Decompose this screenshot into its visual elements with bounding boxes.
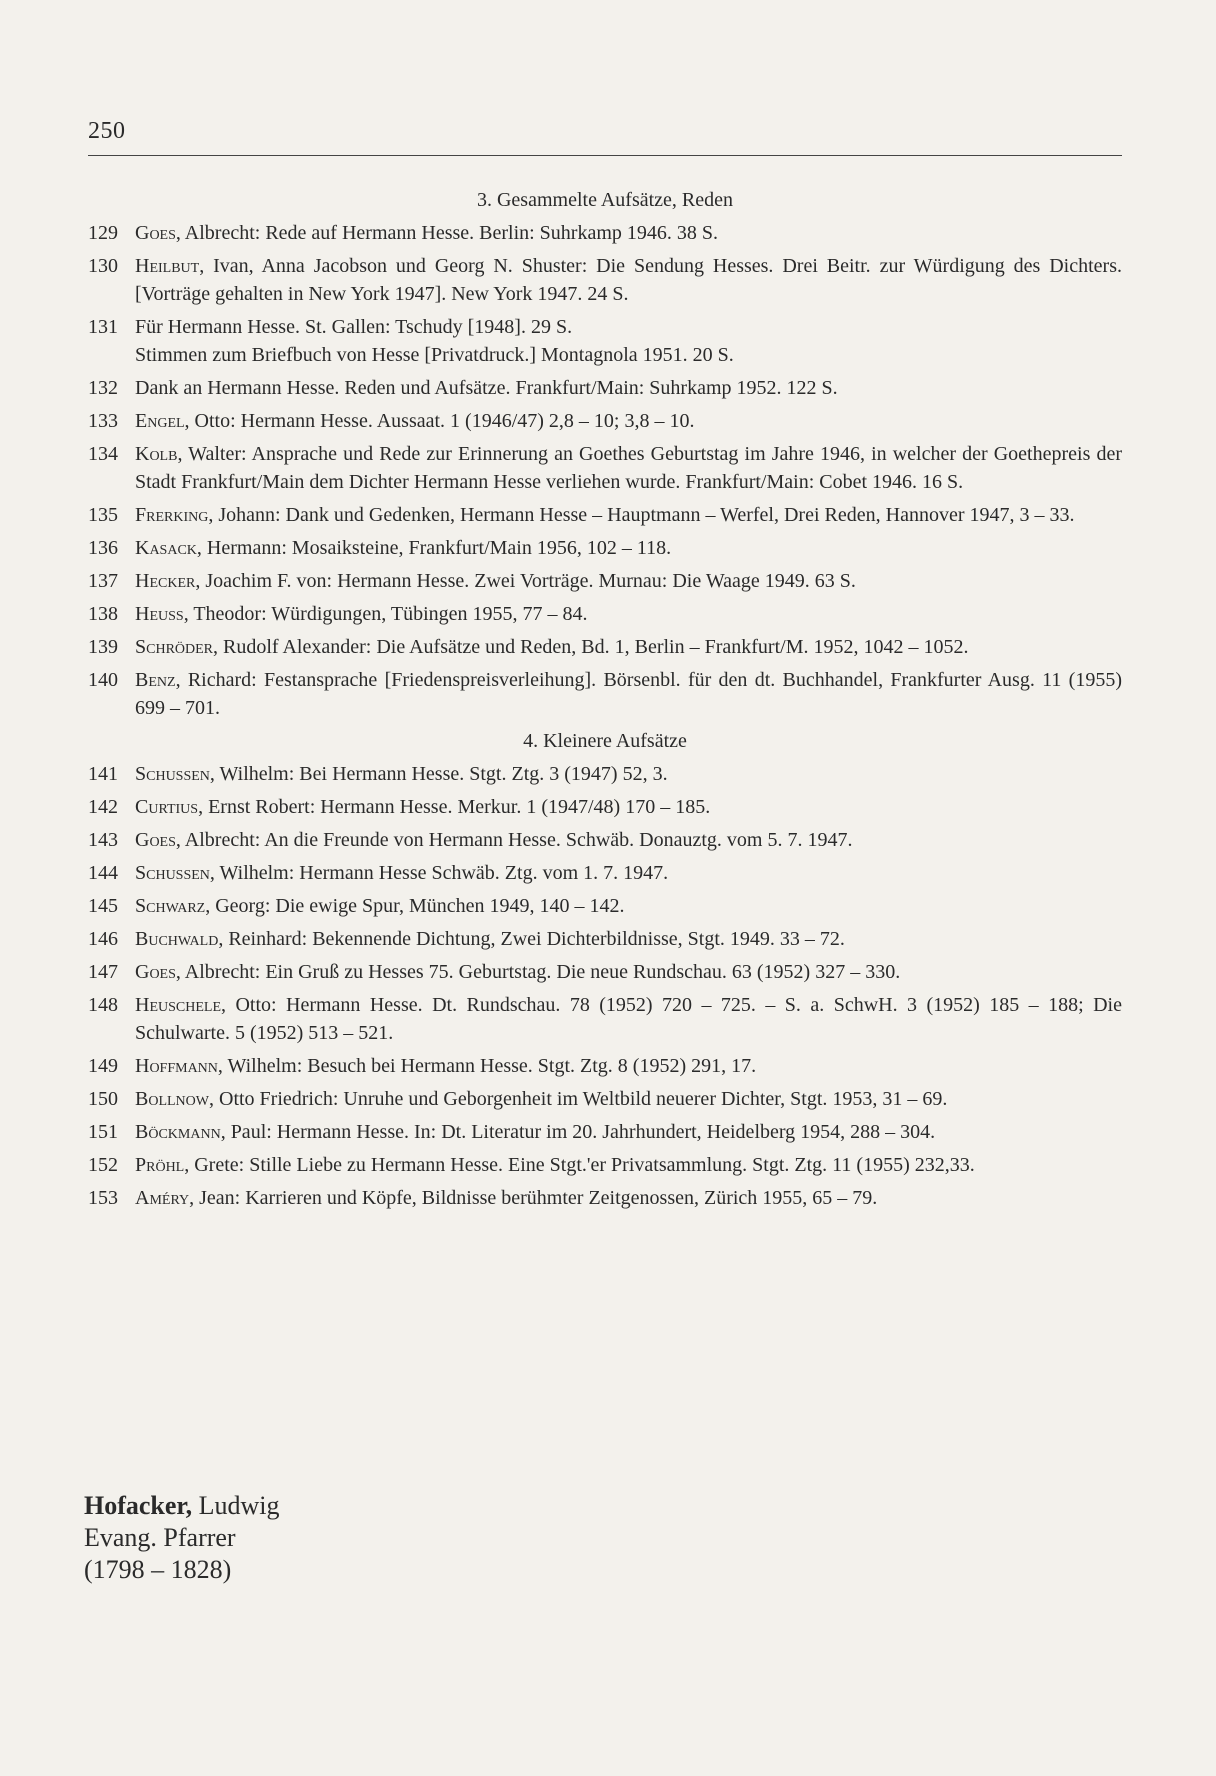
- entry-text: , Ivan, Anna Jacobson und Georg N. Shuster: Die Sendung Hesses. Drei Beitr. zur Würdigung des Dichters. [Vorträge gehalten in New York 1947]. New York 1947. 24 S.: [135, 255, 1122, 305]
- entry-text: , Grete: Stille Liebe zu Hermann Hesse. Eine Stgt.'er Privatsammlung. Stgt. Ztg. 11 (1955) 232,33.: [184, 1154, 975, 1176]
- entry-author: Heilbut: [135, 255, 200, 277]
- section-heading: 3. Gesammelte Aufsätze, Reden: [476, 189, 734, 211]
- entry-number: 135: [88, 504, 118, 526]
- entry-number: 129: [88, 222, 118, 244]
- bibliography-entry: [88, 925, 1122, 953]
- entry-author: Schwarz: [135, 895, 206, 917]
- entry-author: Hecker: [135, 570, 196, 592]
- entry-author: Hoffmann: [135, 1055, 218, 1077]
- bibliography-entry: [88, 600, 1122, 628]
- entry-text: , Wilhelm: Hermann Hesse Schwäb. Ztg. vom 1. 7. 1947.: [209, 862, 669, 884]
- bibliography-entry: [88, 1052, 1122, 1080]
- bibliography-entry: [88, 501, 1122, 529]
- entry-number: 143: [88, 829, 118, 851]
- person-dates: (1798 – 1828): [84, 1555, 232, 1584]
- entry-number: 134: [88, 443, 118, 465]
- entry-text: , Hermann: Mosaiksteine, Frankfurt/Main 1956, 102 – 118.: [196, 537, 672, 559]
- entry-number: 139: [88, 636, 118, 658]
- entry-text: , Albrecht: An die Freunde von Hermann Hesse. Schwäb. Donauztg. vom 5. 7. 1947.: [175, 829, 853, 851]
- bibliography-entry: [88, 567, 1122, 595]
- entry-author: Frerking: [135, 504, 209, 526]
- bibliography-entry: [88, 1085, 1122, 1113]
- entry-text: , Wilhelm: Bei Hermann Hesse. Stgt. Ztg. 3 (1947) 52, 3.: [209, 763, 668, 785]
- entry-author: Goes: [135, 829, 176, 851]
- bibliography-entry: [88, 374, 1122, 402]
- header-rule: [88, 155, 1122, 156]
- entry-text: Dank an Hermann Hesse. Reden und Aufsätze. Frankfurt/Main: Suhrkamp 1952. 122 S.: [135, 377, 838, 399]
- entry-text: , Wilhelm: Besuch bei Hermann Hesse. Stgt. Ztg. 8 (1952) 291, 17.: [217, 1055, 757, 1077]
- bibliography-entry: [88, 892, 1122, 920]
- entry-number: 132: [88, 377, 118, 399]
- bibliography-entry: [88, 826, 1122, 854]
- entry-number: 133: [88, 410, 118, 432]
- entry-number: 130: [88, 255, 118, 277]
- entry-text: , Otto Friedrich: Unruhe und Geborgenheit im Weltbild neuerer Dichter, Stgt. 1953, 31 – 69.: [209, 1088, 948, 1110]
- entry-text: , Joachim F. von: Hermann Hesse. Zwei Vorträge. Murnau: Die Waage 1949. 63 S.: [195, 570, 856, 592]
- entry-number: 145: [88, 895, 118, 917]
- entry-text: , Reinhard: Bekennende Dichtung, Zwei Dichterbildnisse, Stgt. 1949. 33 – 72.: [218, 928, 845, 950]
- entry-author: Kolb: [135, 443, 178, 465]
- entry-number: 146: [88, 928, 118, 950]
- entry-number: 138: [88, 603, 118, 625]
- entry-number: 136: [88, 537, 118, 559]
- entry-text: , Jean: Karrieren und Köpfe, Bildnisse berühmter Zeitgenossen, Zürich 1955, 65 – 79.: [189, 1187, 878, 1209]
- entry-text: , Walter: Ansprache und Rede zur Erinnerung an Goethes Geburtstag im Jahre 1946, in welcher der Goethepreis der Stadt Frankfurt/Main dem Dichter Hermann Hesse verliehen wurde. Frankfurt/Main: Cobet 1946. 16 S.: [135, 443, 1122, 493]
- bibliography-content: [88, 186, 1122, 1217]
- entry-author: Engel: [135, 410, 185, 432]
- entry-author: Bollnow: [135, 1088, 209, 1110]
- entry-number: 152: [88, 1154, 118, 1176]
- person-given-name: Ludwig: [192, 1491, 280, 1520]
- entry-text: Für Hermann Hesse. St. Gallen: Tschudy [1948]. 29 S.: [135, 316, 573, 338]
- entry-number: 144: [88, 862, 118, 884]
- bibliography-entry: [88, 534, 1122, 562]
- entry-text: , Albrecht: Ein Gruß zu Hesses 75. Geburtstag. Die neue Rundschau. 63 (1952) 327 – 330.: [175, 961, 901, 983]
- entry-text: , Albrecht: Rede auf Hermann Hesse. Berlin: Suhrkamp 1946. 38 S.: [175, 222, 719, 244]
- entry-number: 151: [88, 1121, 118, 1143]
- entry-author: Böckmann: [135, 1121, 221, 1143]
- entry-text: , Georg: Die ewige Spur, München 1949, 140 – 142.: [205, 895, 625, 917]
- entry-second-line: Stimmen zum Briefbuch von Hesse [Privatdruck.] Montagnola 1951. 20 S.: [135, 344, 734, 366]
- entry-number: 149: [88, 1055, 118, 1077]
- bibliography-entry: [88, 440, 1122, 496]
- bibliography-entry: [88, 633, 1122, 661]
- entry-number: 141: [88, 763, 118, 785]
- entry-author: Schussen: [135, 862, 210, 884]
- entry-text: , Rudolf Alexander: Die Aufsätze und Reden, Bd. 1, Berlin – Frankfurt/M. 1952, 1042 – 1052.: [213, 636, 969, 658]
- entry-author: Schröder: [135, 636, 214, 658]
- entry-text: , Richard: Festansprache [Friedenspreisverleihung]. Börsenbl. für den dt. Buchhandel, Frankfurter Ausg. 11 (1955) 699 – 701.: [135, 669, 1122, 719]
- bibliography-entry: [88, 1151, 1122, 1179]
- entry-author: Heuss: [135, 603, 184, 625]
- entry-number: 137: [88, 570, 118, 592]
- person-role: Evang. Pfarrer: [84, 1523, 236, 1552]
- entry-author: Goes: [135, 961, 176, 983]
- entry-author: Benz: [135, 669, 176, 691]
- bibliography-entry: [88, 219, 1122, 247]
- entry-author: Améry: [135, 1187, 190, 1209]
- entry-author: Buchwald: [135, 928, 219, 950]
- entry-text: , Otto: Hermann Hesse. Aussaat. 1 (1946/47) 2,8 – 10; 3,8 – 10.: [184, 410, 695, 432]
- bibliography-entry: [88, 760, 1122, 788]
- entry-author: Heuschele: [135, 994, 221, 1016]
- entry-text: , Otto: Hermann Hesse. Dt. Rundschau. 78 (1952) 720 – 725. – S. a. SchwH. 3 (1952) 185 – 188; Die Schulwarte. 5 (1952) 513 – 521.: [135, 994, 1122, 1044]
- bibliography-entry: [88, 313, 1122, 369]
- bibliography-entry: [88, 1118, 1122, 1146]
- page-number: 250: [88, 118, 126, 144]
- entry-author: Schussen: [135, 763, 210, 785]
- bibliography-entry: [88, 666, 1122, 722]
- bibliography-entry: [88, 859, 1122, 887]
- entry-author: Kasack: [135, 537, 197, 559]
- entry-number: 147: [88, 961, 118, 983]
- entry-text: , Theodor: Würdigungen, Tübingen 1955, 77 – 84.: [183, 603, 588, 625]
- entry-text: , Ernst Robert: Hermann Hesse. Merkur. 1 (1947/48) 170 – 185.: [198, 796, 711, 818]
- person-name: Hofacker,: [84, 1491, 193, 1520]
- section-heading: 4. Kleinere Aufsätze: [523, 730, 687, 752]
- bibliography-entry: [88, 252, 1122, 308]
- entry-text: , Paul: Hermann Hesse. In: Dt. Literatur im 20. Jahrhundert, Heidelberg 1954, 288 – 304.: [220, 1121, 936, 1143]
- bibliography-entry: [88, 991, 1122, 1047]
- entry-author: Goes: [135, 222, 176, 244]
- bibliography-entry: [88, 1184, 1122, 1212]
- entry-number: 140: [88, 669, 118, 691]
- bibliography-entry: [88, 958, 1122, 986]
- entry-author: Pröhl: [135, 1154, 185, 1176]
- person-heading: [84, 1490, 279, 1586]
- entry-number: 142: [88, 796, 118, 818]
- bibliography-entry: [88, 793, 1122, 821]
- entry-number: 150: [88, 1088, 118, 1110]
- bibliography-entry: [88, 407, 1122, 435]
- entry-text: , Johann: Dank und Gedenken, Hermann Hesse – Hauptmann – Werfel, Drei Reden, Hannover 1947, 3 – 33.: [208, 504, 1075, 526]
- entry-number: 148: [88, 994, 118, 1016]
- entry-author: Curtius: [135, 796, 199, 818]
- entry-number: 153: [88, 1187, 118, 1209]
- entry-number: 131: [88, 316, 118, 338]
